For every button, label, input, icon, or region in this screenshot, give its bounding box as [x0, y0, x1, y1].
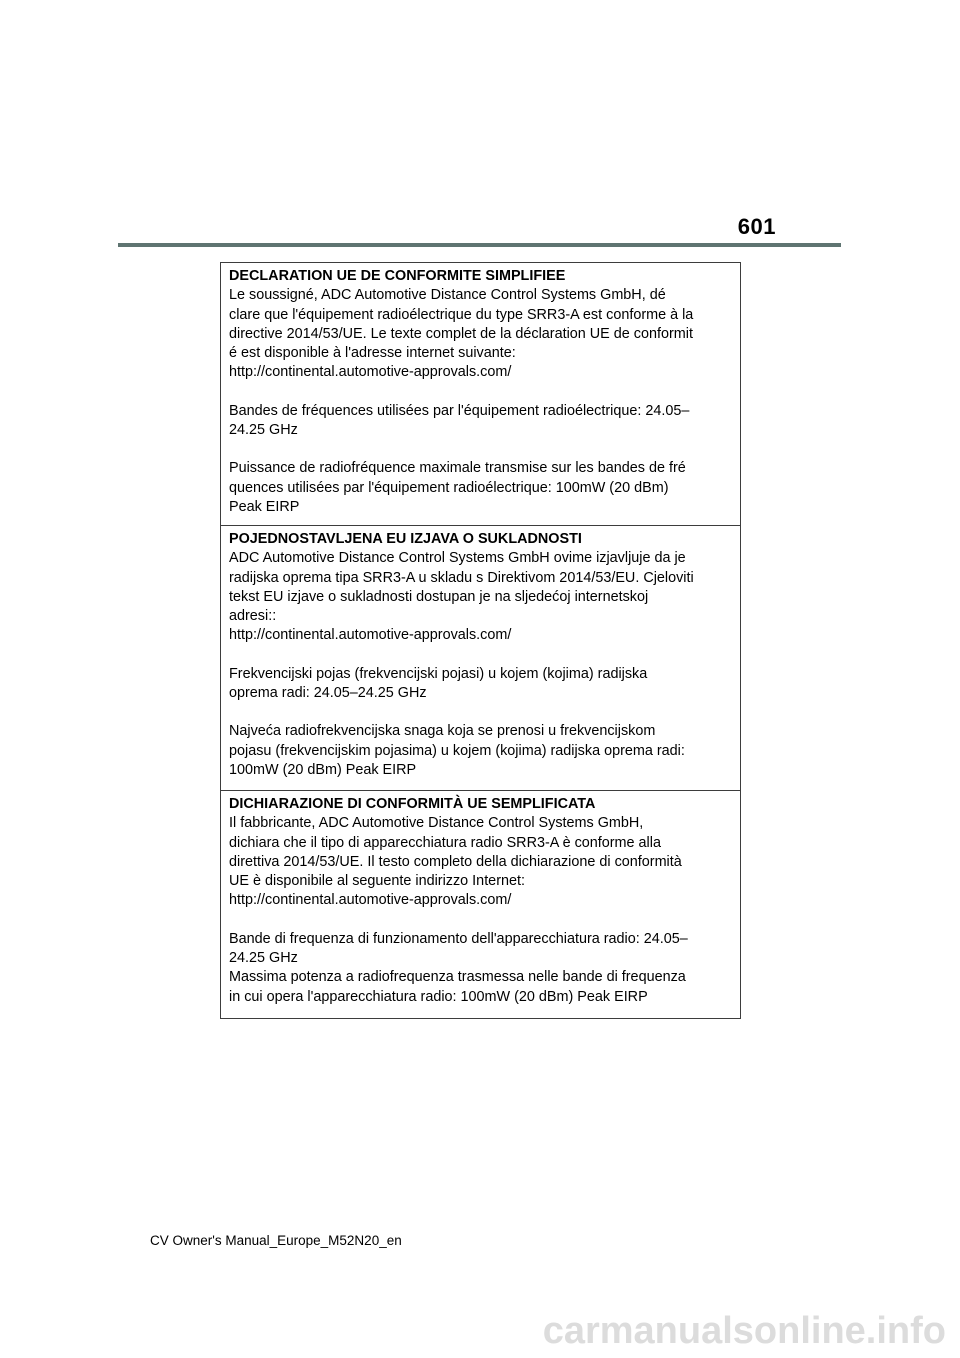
text-line: Bande di frequenza di funzionamento dell'apparecchiatura radio: 24.05– [229, 930, 688, 947]
text-line: radijska oprema tipa SRR3-A u skladu s Direktivom 2014/53/EU. Cjeloviti [229, 569, 694, 586]
frequency-bands-paragraph [229, 402, 732, 441]
text-line: in cui opera l'apparecchiatura radio: 100mW (20 dBm) Peak EIRP [229, 988, 648, 1005]
text-line: Le soussigné, ADC Automotive Distance Control Systems GmbH, dé [229, 287, 666, 304]
text-line: 24.25 GHz [229, 950, 298, 967]
page-number: 601 [737, 214, 776, 239]
text-line: adresi:: [229, 608, 277, 625]
text-line: clare que l'équipement radioélectrique du type SRR3-A est conforme à la [229, 306, 694, 323]
declaration-paragraph [229, 286, 732, 382]
text-line: oprema radi: 24.05–24.25 GHz [229, 685, 427, 702]
declaration-section-fr [221, 263, 740, 526]
url-text: http://continental.automotive-approvals.com/ [229, 364, 512, 381]
text-line: UE è disponibile al seguente indirizzo Internet: [229, 873, 525, 890]
text-line: Massima potenza a radiofrequenza trasmessa nelle bande di frequenza [229, 969, 686, 986]
text-line: 100mW (20 dBm) Peak EIRP [229, 761, 417, 778]
declaration-section-hr [221, 526, 740, 791]
text-line: Puissance de radiofréquence maximale transmise sur les bandes de fré [229, 460, 686, 477]
frequency-bands-paragraph [229, 665, 732, 704]
max-power-paragraph [229, 459, 732, 517]
text-line: Bandes de fréquences utilisées par l'équipement radioélectrique: 24.05– [229, 402, 690, 419]
max-power-paragraph [229, 722, 732, 780]
text-line: Il fabbricante, ADC Automotive Distance Control Systems GmbH, [229, 815, 644, 832]
declaration-paragraph [229, 549, 732, 645]
header-rule [118, 243, 841, 247]
section-title: DICHIARAZIONE DI CONFORMITÀ UE SEMPLIFICATA [229, 796, 596, 812]
section-title: DECLARATION UE DE CONFORMITE SIMPLIFIEE [229, 268, 566, 284]
text-line: Najveća radiofrekvencijska snaga koja se prenosi u frekvencijskom [229, 723, 656, 740]
text-line: Frekvencijski pojas (frekvencijski pojasi) u kojem (kojima) radijska [229, 665, 648, 682]
frequency-power-paragraph [229, 930, 732, 1007]
text-line: 24.25 GHz [229, 422, 298, 439]
text-line: dichiara che il tipo di apparecchiatura radio SRR3-A è conforme alla [229, 834, 661, 851]
text-line: quences utilisées par l'équipement radioélectrique: 100mW (20 dBm) [229, 479, 669, 496]
section-title: POJEDNOSTAVLJENA EU IZJAVA O SUKLADNOSTI [229, 531, 582, 547]
watermark-text: carmanualsonline.info [542, 1310, 946, 1352]
declaration-paragraph [229, 814, 732, 910]
declaration-section-it [221, 791, 740, 1018]
text-line: pojasu (frekvencijskim pojasima) u kojem (kojima) radijska oprema radi: [229, 742, 685, 759]
manual-footer: CV Owner's Manual_Europe_M52N20_en [150, 1233, 402, 1248]
url-text: http://continental.automotive-approvals.com/ [229, 892, 512, 909]
text-line: ADC Automotive Distance Control Systems GmbH ovime izjavljuje da je [229, 550, 686, 567]
text-line: Peak EIRP [229, 498, 300, 515]
text-line: tekst EU izjave o sukladnosti dostupan je na sljedećoj internetskoj [229, 588, 649, 605]
text-line: directive 2014/53/UE. Le texte complet de la déclaration UE de conformit [229, 325, 693, 342]
text-line: direttiva 2014/53/UE. Il testo completo della dichiarazione di conformità [229, 853, 682, 870]
url-text: http://continental.automotive-approvals.com/ [229, 627, 512, 644]
text-line: é est disponible à l'adresse internet suivante: [229, 345, 516, 362]
declaration-table [220, 262, 741, 1019]
